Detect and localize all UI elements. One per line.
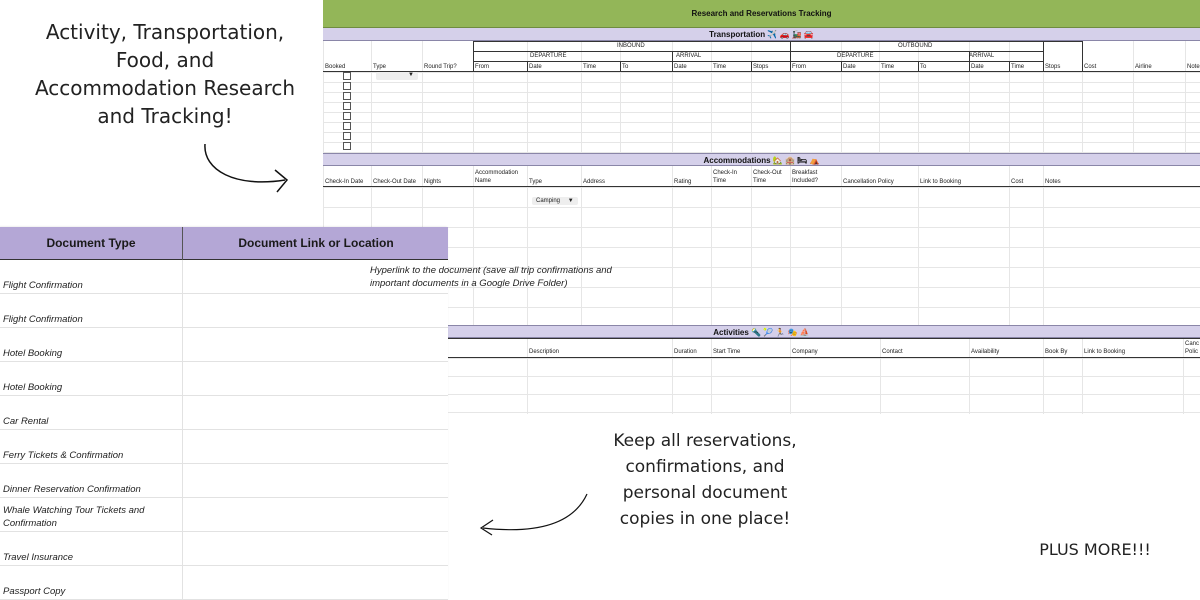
accommodation-type-value: Camping [536,198,561,204]
column-header: Link to Booking [1084,349,1126,355]
grid-line [1133,41,1134,152]
outbound-label: OUTBOUND [898,43,933,49]
chevron-down-icon: ▼ [567,198,574,204]
grid-border [323,357,1200,358]
column-header: Check-In Time [713,170,738,184]
column-header: Date [674,64,687,70]
grid-line [422,41,423,152]
document-type-label: Flight Confirmation [3,280,83,291]
grid-line [711,166,712,325]
column-header: To [622,64,629,70]
document-link-cell[interactable] [184,328,448,361]
booked-checkbox[interactable] [343,92,351,100]
document-type-cell [0,294,183,327]
grid-line [371,41,372,152]
grid-border [790,41,1082,42]
column-header: Type [373,64,387,70]
grid-line [323,358,1200,359]
document-type-label: Dinner Reservation Confirmation [3,484,141,495]
column-header: Availability [971,349,1000,355]
document-link-cell[interactable] [184,260,612,293]
booked-checkbox[interactable] [343,82,351,90]
arrow-left-icon [475,490,595,540]
column-header: Date [843,64,856,70]
column-header: Notes [1045,179,1061,185]
document-row [0,362,448,396]
grid-line [918,166,919,325]
grid-line [620,41,621,152]
grid-border [527,61,528,71]
grid-line [581,166,582,325]
grid-line [323,142,1200,143]
column-header: Time [881,64,895,70]
transportation-title: Transportation ✈️ 🚗 🚂 🚘 [709,30,814,39]
document-type-label: Hotel Booking [3,382,63,393]
document-row [0,260,612,294]
document-link-cell[interactable] [184,362,448,395]
grid-border [672,51,673,71]
grid-line [1043,338,1044,414]
booked-checkbox[interactable] [343,112,351,120]
document-type-cell [0,566,183,599]
column-header: Cancellation Policy [843,179,894,185]
grid-line [1185,41,1186,152]
column-header: Cost [1011,179,1024,185]
grid-line [581,41,582,152]
grid-line [323,412,1200,413]
booked-checkbox[interactable] [343,142,351,150]
plus-more-caption: PLUS MORE!!! [1039,540,1151,559]
grid-line [790,166,791,325]
column-header: Time [583,64,597,70]
grid-border [473,41,474,71]
column-header: Start Time [713,349,741,355]
inbound-label: INBOUND [617,43,645,49]
document-link-hint: Hyperlink to the document (save all trip confirmations and important documents in a Google Drive Folder) [370,265,612,289]
grid-line [323,72,1200,73]
grid-line [323,187,1200,188]
document-type-cell [0,464,183,497]
column-header: Time [713,64,727,70]
column-header: Check-Out Date [373,179,417,185]
document-type-label: Passport Copy [3,586,66,597]
document-type-cell [0,260,183,293]
grid-border [790,41,791,71]
column-header: Description [529,349,560,355]
document-link-header: Document Link or Location [238,236,394,250]
document-link-cell[interactable] [184,294,448,327]
caption-right-line: Keep all reservations, [613,431,797,451]
column-header: Airline [1135,64,1152,70]
column-header: Canc Polic [1185,341,1200,355]
column-header: Link to Booking [920,179,962,185]
column-header: Nights [424,179,442,185]
grid-line [1043,166,1044,325]
document-type-cell [0,362,183,395]
column-header: Address [583,179,606,185]
arrow-right-icon [195,140,295,210]
grid-border [1043,41,1044,71]
grid-line [841,166,842,325]
document-row [0,328,448,362]
grid-line [323,247,1200,248]
grid-line [527,338,528,414]
activities-title: Activities 🔦 🎾 🏃 🎭 ⛵ [713,328,810,337]
booked-checkbox[interactable] [343,122,351,130]
booked-checkbox[interactable] [343,72,351,80]
document-type-header: Document Type [0,227,183,260]
document-type-label: Whale Watching Tour Tickets and Confirmation [3,505,145,529]
grid-line [323,122,1200,123]
document-type-label: Car Rental [3,416,49,427]
grid-line [751,166,752,325]
grid-line [473,166,474,325]
column-header: From [475,64,489,70]
document-link-cell[interactable] [184,464,448,497]
document-type-label: Ferry Tickets & Confirmation [3,450,124,461]
grid-border [1009,61,1010,71]
grid-line [323,102,1200,103]
sheet-title: Research and Reservations Tracking [691,9,832,18]
outbound-arrival-label: ARRIVAL [969,53,995,59]
caption-left-line: Food, and [115,48,215,72]
grid-line [711,338,712,414]
column-header: Booked [325,64,346,70]
column-header: Date [529,64,542,70]
document-row [0,498,448,532]
column-header: Duration [674,349,697,355]
accommodations-header [323,153,1200,166]
document-row [0,532,448,566]
activities-header [323,325,1200,338]
grid-line [1009,166,1010,325]
chevron-down-icon: ▼ [408,72,414,78]
grid-line [672,166,673,325]
document-row [0,430,448,464]
grid-border [751,61,752,71]
inbound-arrival-label: ARRIVAL [676,53,702,59]
column-header: Note [1187,64,1200,70]
column-header: Round Trip? [424,64,457,70]
caption-right-line: confirmations, and [625,457,785,477]
accommodation-type-dropdown[interactable] [532,197,578,205]
document-link-cell[interactable] [184,532,448,565]
column-header: Cost [1084,64,1097,70]
grid-line [879,41,880,152]
grid-line [323,92,1200,93]
column-header: Type [529,179,543,185]
document-row [0,566,448,600]
document-type-label: Travel Insurance [3,552,74,563]
column-header: Time [1011,64,1025,70]
grid-border [620,61,621,71]
grid-line [323,41,324,152]
grid-line [1009,41,1010,152]
caption-right-line: copies in one place! [619,509,791,529]
grid-border [323,186,1200,187]
grid-line [323,112,1200,113]
document-table-header [0,227,448,260]
caption-right-line: personal document [622,483,788,503]
document-type-cell [0,532,183,565]
column-header: To [920,64,927,70]
document-row [0,294,448,328]
grid-line [527,41,528,152]
grid-line [323,82,1200,83]
column-header: From [792,64,806,70]
document-link-cell[interactable] [184,430,448,463]
sheet-title-bar [323,0,1200,28]
document-type-label: Hotel Booking [3,348,63,359]
grid-border [918,61,919,71]
caption-right [585,428,825,532]
transportation-header [323,28,1200,41]
grid-border [323,338,1200,339]
document-link-cell[interactable] [184,396,448,429]
inbound-departure-label: DEPARTURE [530,53,567,59]
column-header: Check-Out Time [753,170,782,184]
outbound-departure-label: DEPARTURE [837,53,874,59]
grid-line [1183,338,1184,414]
caption-left-line: and Tracking! [97,104,233,128]
column-header: Rating [674,179,692,185]
grid-border [1082,41,1083,71]
column-header: Check-In Date [325,179,364,185]
document-type-cell [0,430,183,463]
grid-line [323,307,1200,308]
column-header: Breakfast Included? [792,170,819,184]
caption-left [20,18,310,130]
grid-line [323,376,1200,377]
accommodations-title: Accommodations 🏡 🏨 🛏 ⛺ [703,156,820,165]
grid-line [711,41,712,152]
caption-left-line: Activity, Transportation, [45,20,285,44]
grid-line [323,394,1200,395]
grid-line [751,41,752,152]
grid-line [323,227,1200,228]
caption-left-line: Accommodation Research [34,76,296,100]
document-link-cell[interactable] [184,566,448,599]
column-header: Date [971,64,984,70]
grid-border [473,61,1043,62]
column-header: Book By [1045,349,1068,355]
document-row [0,464,448,498]
grid-border [323,71,1200,72]
document-type-cell [0,498,183,531]
grid-line [790,338,791,414]
column-header: Accommodation Name [475,170,519,184]
document-row [0,396,448,430]
document-type-label: Flight Confirmation [3,314,83,325]
document-link-cell[interactable] [184,498,448,531]
grid-border [841,61,842,71]
grid-line [918,41,919,152]
grid-line [880,338,881,414]
grid-line [969,338,970,414]
grid-line [672,338,673,414]
document-type-cell [0,328,183,361]
grid-border [473,51,1043,52]
booked-checkbox[interactable] [343,132,351,140]
column-header: Stops [1045,64,1061,70]
column-header: Company [792,349,818,355]
grid-line [1082,338,1083,414]
column-header: Contact [882,349,903,355]
type-dropdown[interactable] [376,72,418,80]
booked-checkbox[interactable] [343,102,351,110]
grid-line [323,207,1200,208]
document-type-cell [0,396,183,429]
grid-line [323,132,1200,133]
column-header: Stops [753,64,769,70]
grid-line [527,166,528,325]
